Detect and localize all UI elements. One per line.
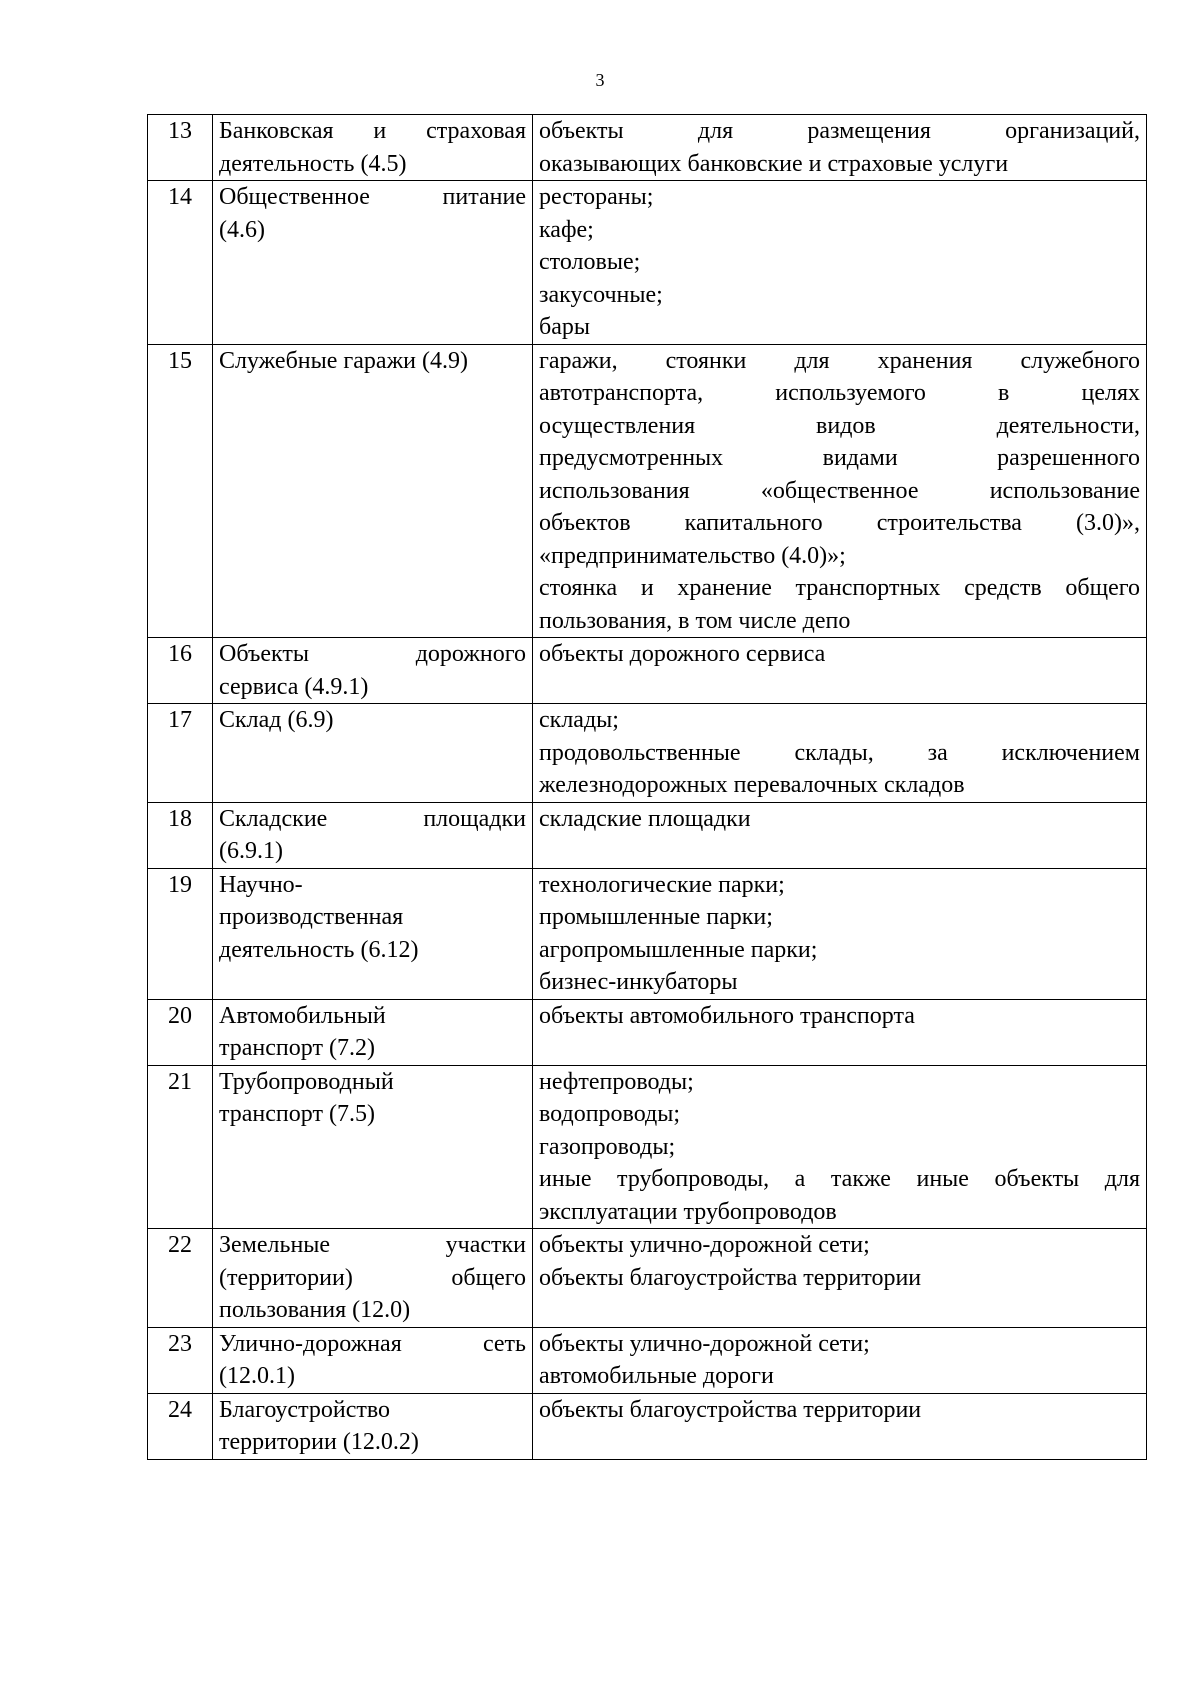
row-number: 13 bbox=[148, 115, 213, 181]
permitted-objects-line: газопроводы; bbox=[539, 1133, 676, 1160]
table-row bbox=[148, 115, 1147, 181]
row-number: 20 bbox=[148, 999, 213, 1065]
land-use-type-line: (территории) общего bbox=[219, 1264, 526, 1291]
table-row bbox=[148, 1229, 1147, 1328]
permitted-objects-line: осуществления видов деятельности, bbox=[539, 412, 1140, 439]
land-use-type bbox=[213, 181, 533, 345]
permitted-objects-line: промышленные парки; bbox=[539, 904, 773, 930]
permitted-objects-line: объекты для размещения организаций, bbox=[539, 118, 1140, 144]
permitted-objects bbox=[533, 344, 1147, 638]
row-number: 21 bbox=[148, 1065, 213, 1229]
permitted-objects-line: объектов капитального строительства (3.0)», bbox=[539, 510, 1140, 536]
permitted-objects bbox=[533, 1065, 1147, 1229]
permitted-objects-line: пользования, в том числе депо bbox=[539, 607, 851, 634]
table-row bbox=[148, 868, 1147, 999]
land-use-type-line: Банковская и страховая bbox=[219, 118, 526, 144]
permitted-objects bbox=[533, 1229, 1147, 1328]
row-number: 23 bbox=[148, 1327, 213, 1393]
permitted-objects-line: нефтепроводы; bbox=[539, 1068, 694, 1095]
land-use-type-line: транспорт (7.2) bbox=[219, 1035, 375, 1061]
land-use-type-line: Земельные участки bbox=[219, 1232, 526, 1258]
permitted-objects-line: объекты благоустройства территории bbox=[539, 1396, 922, 1423]
table-row bbox=[148, 704, 1147, 803]
table-row bbox=[148, 999, 1147, 1065]
permitted-objects-line: объекты благоустройства территории bbox=[539, 1264, 922, 1291]
permitted-objects-line: бары bbox=[539, 314, 590, 340]
land-use-type-line: Объекты дорожного bbox=[219, 641, 526, 667]
row-number: 19 bbox=[148, 868, 213, 999]
land-use-type-line: (6.9.1) bbox=[219, 838, 283, 864]
land-use-type-line: Автомобильный bbox=[219, 1002, 386, 1029]
permitted-objects bbox=[533, 802, 1147, 868]
land-use-type bbox=[213, 1229, 533, 1328]
permitted-objects bbox=[533, 999, 1147, 1065]
permitted-objects-line: железнодорожных перевалочных складов bbox=[539, 772, 965, 798]
land-use-type-line: Улично-дорожная сеть bbox=[219, 1330, 526, 1357]
land-use-type bbox=[213, 999, 533, 1065]
land-use-type-line: пользования (12.0) bbox=[219, 1297, 411, 1323]
table-row bbox=[148, 1327, 1147, 1393]
land-use-type-line: Общественное питание bbox=[219, 184, 526, 210]
land-use-type bbox=[213, 115, 533, 181]
permitted-objects-line: объекты дорожного сервиса bbox=[539, 641, 826, 667]
row-number: 18 bbox=[148, 802, 213, 868]
page-number: 3 bbox=[595, 70, 605, 90]
permitted-objects-line: продовольственные склады, за исключением bbox=[539, 739, 1140, 766]
land-use-type bbox=[213, 344, 533, 638]
land-use-type-line: деятельность (6.12) bbox=[219, 936, 419, 963]
permitted-objects bbox=[533, 638, 1147, 704]
permitted-objects-line: предусмотренных видами разрешенного bbox=[539, 445, 1140, 471]
land-use-type bbox=[213, 1065, 533, 1229]
land-use-type bbox=[213, 704, 533, 803]
row-number: 17 bbox=[148, 704, 213, 803]
permitted-objects bbox=[533, 115, 1147, 181]
permitted-objects-line: складские площадки bbox=[539, 805, 751, 832]
permitted-objects-line: рестораны; bbox=[539, 184, 654, 210]
land-use-type bbox=[213, 1393, 533, 1459]
table-row bbox=[148, 1393, 1147, 1459]
land-use-type-line: территории (12.0.2) bbox=[219, 1429, 419, 1455]
land-use-table bbox=[147, 114, 1147, 1460]
permitted-objects-line: автомобильные дороги bbox=[539, 1363, 774, 1389]
table-row bbox=[148, 1065, 1147, 1229]
row-number: 14 bbox=[148, 181, 213, 345]
permitted-objects-line: стоянка и хранение транспортных средств общего bbox=[539, 575, 1140, 601]
permitted-objects bbox=[533, 704, 1147, 803]
land-use-type bbox=[213, 638, 533, 704]
table-row bbox=[148, 638, 1147, 704]
row-number: 22 bbox=[148, 1229, 213, 1328]
land-use-type-line: (4.6) bbox=[219, 216, 265, 243]
permitted-objects-line: склады; bbox=[539, 707, 619, 733]
land-use-type-line: сервиса (4.9.1) bbox=[219, 673, 369, 700]
permitted-objects-line: технологические парки; bbox=[539, 871, 785, 898]
row-number: 24 bbox=[148, 1393, 213, 1459]
permitted-objects-line: гаражи, стоянки для хранения служебного bbox=[539, 347, 1140, 374]
row-number: 16 bbox=[148, 638, 213, 704]
land-use-type-line: Служебные гаражи (4.9) bbox=[219, 347, 468, 374]
permitted-objects-line: водопроводы; bbox=[539, 1101, 681, 1127]
table-row bbox=[148, 802, 1147, 868]
permitted-objects-line: «предпринимательство (4.0)»; bbox=[539, 542, 846, 569]
table-row bbox=[148, 181, 1147, 345]
land-use-type-line: производственная bbox=[219, 904, 404, 930]
permitted-objects-line: оказывающих банковские и страховые услуги bbox=[539, 150, 1009, 177]
permitted-objects-line: столовые; bbox=[539, 249, 641, 275]
land-use-type bbox=[213, 1327, 533, 1393]
land-use-type-line: деятельность (4.5) bbox=[219, 150, 407, 177]
permitted-objects bbox=[533, 868, 1147, 999]
permitted-objects-line: кафе; bbox=[539, 216, 594, 243]
permitted-objects-line: объекты улично-дорожной сети; bbox=[539, 1330, 870, 1357]
land-use-type-line: (12.0.1) bbox=[219, 1363, 295, 1389]
land-use-type-line: Научно- bbox=[219, 871, 303, 898]
permitted-objects-line: эксплуатации трубопроводов bbox=[539, 1198, 837, 1225]
permitted-objects-line: использования «общественное использование bbox=[539, 477, 1140, 504]
land-use-type-line: транспорт (7.5) bbox=[219, 1101, 375, 1127]
permitted-objects-line: агропромышленные парки; bbox=[539, 936, 818, 963]
land-use-type-line: Складские площадки bbox=[219, 805, 526, 832]
permitted-objects-line: объекты автомобильного транспорта bbox=[539, 1002, 915, 1029]
permitted-objects bbox=[533, 1393, 1147, 1459]
permitted-objects bbox=[533, 181, 1147, 345]
land-use-type bbox=[213, 802, 533, 868]
permitted-objects bbox=[533, 1327, 1147, 1393]
row-number: 15 bbox=[148, 344, 213, 638]
land-use-type-line: Склад (6.9) bbox=[219, 707, 334, 733]
land-use-type bbox=[213, 868, 533, 999]
land-use-type-line: Благоустройство bbox=[219, 1396, 391, 1423]
permitted-objects-line: объекты улично-дорожной сети; bbox=[539, 1232, 870, 1258]
permitted-objects-line: бизнес-инкубаторы bbox=[539, 969, 738, 995]
permitted-objects-line: иные трубопроводы, а также иные объекты для bbox=[539, 1166, 1140, 1192]
permitted-objects-line: автотранспорта, используемого в целях bbox=[539, 380, 1140, 406]
permitted-objects-line: закусочные; bbox=[539, 281, 663, 308]
table-row bbox=[148, 344, 1147, 638]
land-use-type-line: Трубопроводный bbox=[219, 1068, 394, 1095]
table-body bbox=[148, 115, 1147, 1460]
